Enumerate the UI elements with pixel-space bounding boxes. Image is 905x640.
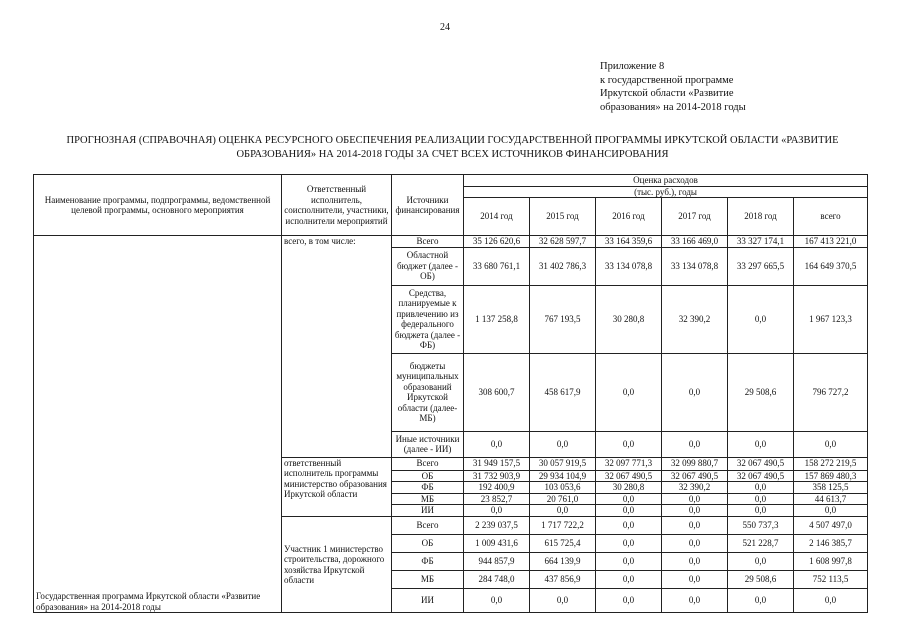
value-cell: 32 390,2 <box>662 482 728 494</box>
value-cell: 0,0 <box>464 431 530 457</box>
source-cell: МБ <box>392 493 464 505</box>
value-cell: 103 053,6 <box>530 482 596 494</box>
source-cell: ОБ <box>392 470 464 482</box>
value-cell: 521 228,7 <box>728 535 794 553</box>
value-cell: 0,0 <box>728 482 794 494</box>
value-cell: 752 113,5 <box>794 571 868 589</box>
value-cell: 0,0 <box>464 589 530 613</box>
value-cell: 33 134 078,8 <box>662 247 728 285</box>
value-cell: 33 297 665,5 <box>728 247 794 285</box>
value-cell: 308 600,7 <box>464 353 530 431</box>
value-cell: 32 067 490,5 <box>662 470 728 482</box>
table-row <box>34 236 868 248</box>
page-number: 24 <box>440 22 450 33</box>
value-cell: 0,0 <box>530 589 596 613</box>
appendix-note <box>600 60 746 114</box>
value-cell: 0,0 <box>662 353 728 431</box>
program-name: Государственная программа Иркутской области «Развитие образования» на 2014-2018 годы <box>34 236 282 613</box>
value-cell: 158 272 219,5 <box>794 457 868 470</box>
header-year-2017: 2017 год <box>662 198 728 236</box>
value-cell: 796 727,2 <box>794 353 868 431</box>
value-cell: 0,0 <box>662 589 728 613</box>
value-cell: 0,0 <box>728 285 794 353</box>
value-cell: 1 608 997,8 <box>794 553 868 571</box>
value-cell: 358 125,5 <box>794 482 868 494</box>
value-cell: 0,0 <box>596 553 662 571</box>
value-cell: 0,0 <box>794 505 868 517</box>
value-cell: 0,0 <box>794 431 868 457</box>
value-cell: 33 166 469,0 <box>662 236 728 248</box>
value-cell: 1 717 722,2 <box>530 517 596 535</box>
value-cell: 0,0 <box>596 353 662 431</box>
header-year-2015: 2015 год <box>530 198 596 236</box>
header-total: всего <box>794 198 868 236</box>
appendix-line: к государственной программе <box>600 74 734 86</box>
value-cell: 31 732 903,9 <box>464 470 530 482</box>
document-title <box>0 134 905 161</box>
value-cell: 32 067 490,5 <box>728 470 794 482</box>
value-cell: 0,0 <box>596 505 662 517</box>
source-cell: ИИ <box>392 589 464 613</box>
value-cell: 0,0 <box>662 571 728 589</box>
value-cell: 32 628 597,7 <box>530 236 596 248</box>
header-year-2018: 2018 год <box>728 198 794 236</box>
source-cell: Всего <box>392 236 464 248</box>
value-cell: 23 852,7 <box>464 493 530 505</box>
value-cell: 1 009 431,6 <box>464 535 530 553</box>
value-cell: 32 390,2 <box>662 285 728 353</box>
value-cell: 30 057 919,5 <box>530 457 596 470</box>
appendix-line: образования» на 2014-2018 годы <box>600 101 746 113</box>
source-cell: ОБ <box>392 535 464 553</box>
value-cell: 2 146 385,7 <box>794 535 868 553</box>
source-cell: Всего <box>392 517 464 535</box>
source-cell: Областной бюджет (далее - ОБ) <box>392 247 464 285</box>
value-cell: 0,0 <box>662 517 728 535</box>
value-cell: 284 748,0 <box>464 571 530 589</box>
value-cell: 1 137 258,8 <box>464 285 530 353</box>
resource-table <box>33 174 868 613</box>
header-executor: Ответственный исполнитель, соисполнители, участники, исполнители мероприятий <box>282 175 392 236</box>
value-cell: 0,0 <box>662 535 728 553</box>
value-cell: 32 067 490,5 <box>728 457 794 470</box>
value-cell: 664 139,9 <box>530 553 596 571</box>
value-cell: 0,0 <box>662 493 728 505</box>
value-cell: 33 164 359,6 <box>596 236 662 248</box>
value-cell: 167 413 221,0 <box>794 236 868 248</box>
value-cell: 32 099 880,7 <box>662 457 728 470</box>
executor-cell: ответственный исполнитель программы министерство образования Иркутской области <box>282 457 392 517</box>
value-cell: 33 327 174,1 <box>728 236 794 248</box>
value-cell: 4 507 497,0 <box>794 517 868 535</box>
appendix-line: Иркутской области «Развитие <box>600 88 734 99</box>
value-cell: 0,0 <box>662 505 728 517</box>
value-cell: 0,0 <box>728 589 794 613</box>
header-units: (тыс. руб.), годы <box>464 186 868 198</box>
value-cell: 0,0 <box>596 589 662 613</box>
value-cell: 0,0 <box>596 431 662 457</box>
executor-cell: всего, в том числе: <box>282 236 392 458</box>
value-cell: 20 761,0 <box>530 493 596 505</box>
source-cell: ФБ <box>392 553 464 571</box>
value-cell: 33 134 078,8 <box>596 247 662 285</box>
executor-cell: Участник 1 министерство строительства, дорожного хозяйства Иркутской области <box>282 517 392 613</box>
source-cell: Иные источники (далее - ИИ) <box>392 431 464 457</box>
value-cell: 458 617,9 <box>530 353 596 431</box>
header-sources: Источники финансирования <box>392 175 464 236</box>
value-cell: 0,0 <box>596 493 662 505</box>
value-cell: 0,0 <box>728 493 794 505</box>
value-cell: 31 949 157,5 <box>464 457 530 470</box>
header-year-2016: 2016 год <box>596 198 662 236</box>
title-line: ПРОГНОЗНАЯ (СПРАВОЧНАЯ) ОЦЕНКА РЕСУРСНОГО ОБЕСПЕЧЕНИЯ РЕАЛИЗАЦИИ ГОСУДАРСТВЕННОЙ ПРОГРАММЫ ИРКУТСКОЙ ОБЛАСТИ «РАЗВИТИЕ <box>66 135 839 146</box>
source-cell: ИИ <box>392 505 464 517</box>
value-cell: 0,0 <box>728 431 794 457</box>
value-cell: 0,0 <box>662 431 728 457</box>
value-cell: 550 737,3 <box>728 517 794 535</box>
value-cell: 944 857,9 <box>464 553 530 571</box>
value-cell: 0,0 <box>530 505 596 517</box>
title-line: ОБРАЗОВАНИЯ» НА 2014-2018 ГОДЫ ЗА СЧЕТ ВСЕХ ИСТОЧНИКОВ ФИНАНСИРОВАНИЯ <box>236 148 669 160</box>
header-year-2014: 2014 год <box>464 198 530 236</box>
source-cell: ФБ <box>392 482 464 494</box>
value-cell: 33 680 761,1 <box>464 247 530 285</box>
value-cell: 164 649 370,5 <box>794 247 868 285</box>
source-cell: бюджеты муниципальных образований Иркутской области (далее- МБ) <box>392 353 464 431</box>
value-cell: 767 193,5 <box>530 285 596 353</box>
value-cell: 0,0 <box>728 505 794 517</box>
value-cell: 192 400,9 <box>464 482 530 494</box>
value-cell: 29 508,6 <box>728 571 794 589</box>
header-program: Наименование программы, подпрограммы, ведомственной целевой программы, основного мероприятия <box>34 175 282 236</box>
value-cell: 0,0 <box>596 571 662 589</box>
value-cell: 32 067 490,5 <box>596 470 662 482</box>
value-cell: 30 280,8 <box>596 285 662 353</box>
source-cell: МБ <box>392 571 464 589</box>
value-cell: 615 725,4 <box>530 535 596 553</box>
value-cell: 157 869 480,3 <box>794 470 868 482</box>
value-cell: 29 934 104,9 <box>530 470 596 482</box>
appendix-line: Приложение 8 <box>600 61 665 72</box>
value-cell: 44 613,7 <box>794 493 868 505</box>
header-estimate: Оценка расходов <box>464 175 868 187</box>
value-cell: 0,0 <box>596 535 662 553</box>
value-cell: 0,0 <box>464 505 530 517</box>
value-cell: 0,0 <box>530 431 596 457</box>
value-cell: 31 402 786,3 <box>530 247 596 285</box>
source-cell: Средства, планируемые к привлечению из федерального бюджета (далее - ФБ) <box>392 285 464 353</box>
value-cell: 437 856,9 <box>530 571 596 589</box>
value-cell: 0,0 <box>596 517 662 535</box>
value-cell: 29 508,6 <box>728 353 794 431</box>
value-cell: 35 126 620,6 <box>464 236 530 248</box>
value-cell: 2 239 037,5 <box>464 517 530 535</box>
source-cell: Всего <box>392 457 464 470</box>
value-cell: 0,0 <box>662 553 728 571</box>
value-cell: 32 097 771,3 <box>596 457 662 470</box>
value-cell: 30 280,8 <box>596 482 662 494</box>
value-cell: 0,0 <box>728 553 794 571</box>
value-cell: 0,0 <box>794 589 868 613</box>
value-cell: 1 967 123,3 <box>794 285 868 353</box>
